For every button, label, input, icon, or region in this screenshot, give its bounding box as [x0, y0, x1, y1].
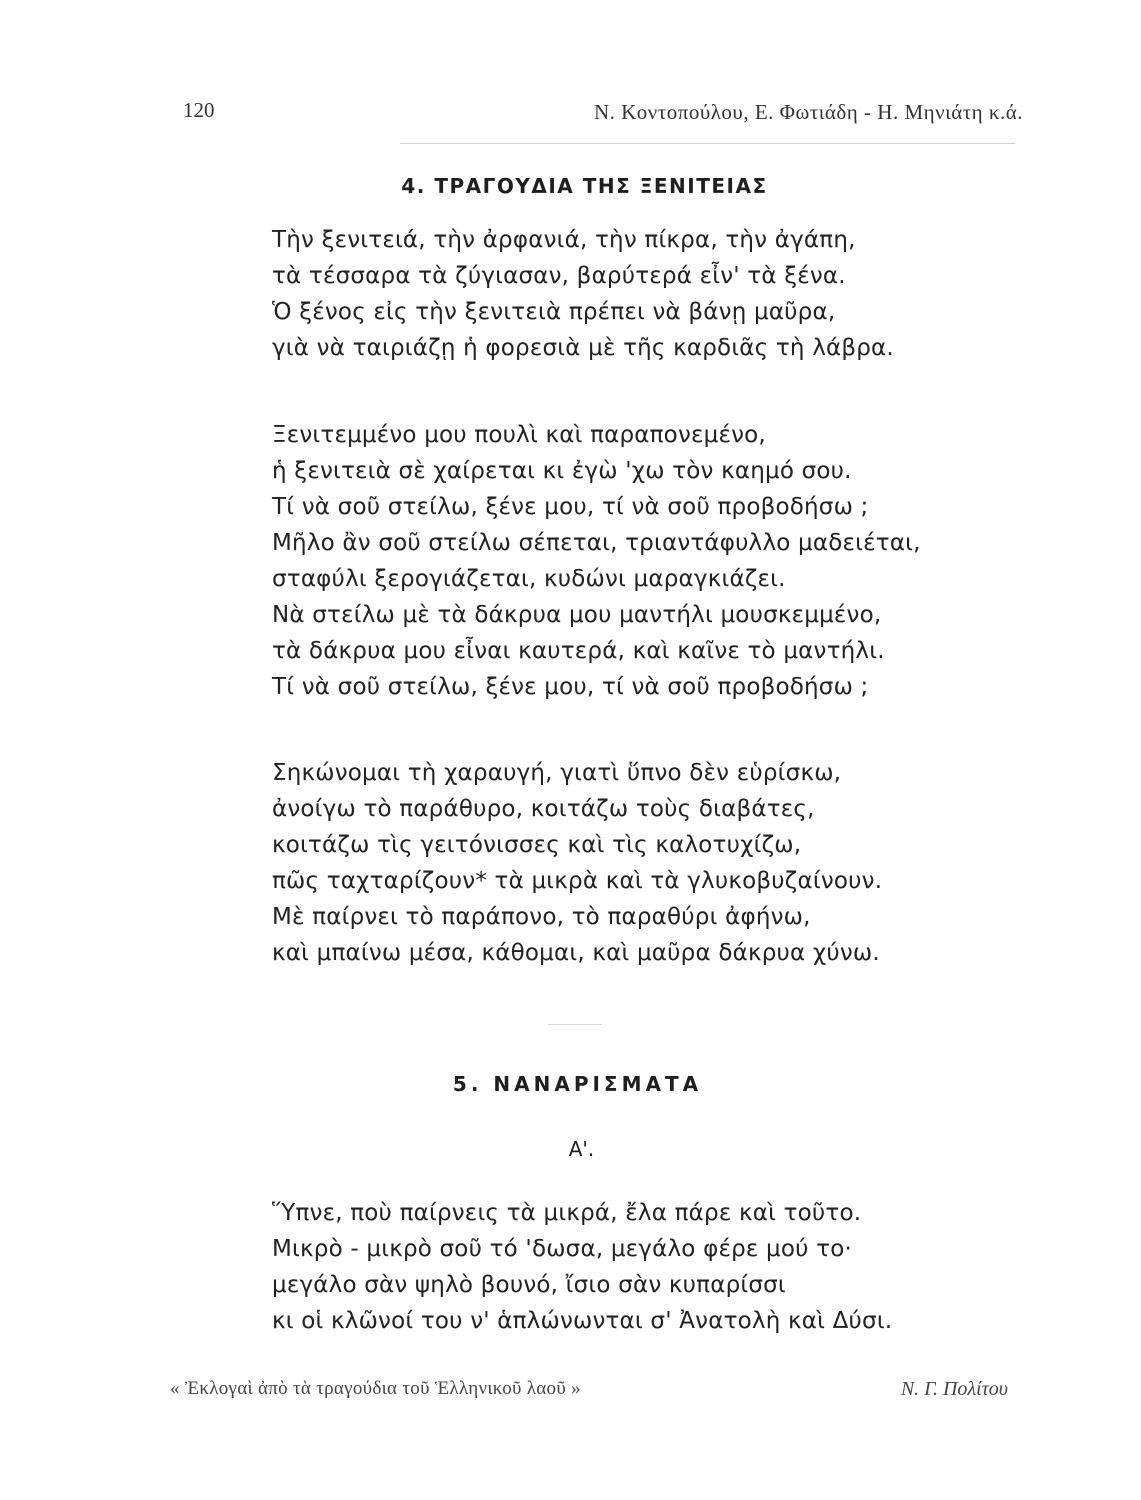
stanza [272, 222, 894, 366]
verse-line: Τί νὰ σοῦ στείλω, ξένε μου, τί νὰ σοῦ προβοδήσω ; [272, 674, 869, 700]
verse-line: σταφύλι ξερογιάζεται, κυδώνι μαραγκιάζει. [272, 566, 786, 592]
source-citation: « Ἐκλογαὶ ἀπὸ τὰ τραγούδια τοῦ Ἑλληνικοῦ λαοῦ » [170, 1378, 581, 1399]
verse-line: Ξενιτεμμένο μου πουλὶ καὶ παραπονεμένο, [272, 422, 766, 448]
subheading: Α'. [568, 1137, 595, 1161]
stanza [272, 755, 882, 971]
verse-line: Τὴν ξενιτειά, τὴν ἀρφανιά, τὴν πίκρα, τὴν ἀγάπη, [272, 227, 856, 253]
verse-line: Μῆλο ἂν σοῦ στείλω σέπεται, τριαντάφυλλο μαδειέται, [272, 530, 921, 556]
page-number: 120 [183, 98, 215, 122]
section-title-songs-of-exile: 4. ΤΡΑΓΟΥΔΙΑ ΤΗΣ ΞΕΝΙΤΕΙΑΣ [401, 174, 768, 198]
verse-line: πῶς ταχταρίζουν* τὰ μικρὰ καὶ τὰ γλυκοβυζαίνουν. [272, 868, 883, 894]
verse-line: κι οἱ κλῶνοί του ν' ἁπλώνωνται σ' Ἀνατολὴ καὶ Δύσι. [272, 1308, 893, 1334]
section-divider [548, 1024, 602, 1025]
source-author: Ν. Γ. Πολίτου [900, 1378, 1008, 1400]
verse-line: Μικρὸ - μικρὸ σοῦ τό 'δωσα, μεγάλο φέρε μού το· [272, 1236, 852, 1262]
stanza [272, 1195, 892, 1339]
header-rule [400, 143, 1015, 144]
verse-line: γιὰ νὰ ταιριάζῃ ἡ φορεσιὰ μὲ τῆς καρδιᾶς τὴ λάβρα. [272, 335, 894, 361]
verse-line: κοιτάζω τὶς γειτόνισσες καὶ τὶς καλοτυχίζω, [272, 832, 802, 858]
page-header [183, 98, 1023, 130]
verse-line: Τί νὰ σοῦ στείλω, ξένε μου, τί νὰ σοῦ προβοδήσω ; [272, 494, 869, 520]
verse-line: Ὕπνε, ποὺ παίρνεις τὰ μικρά, ἔλα πάρε καὶ τοῦτο. [272, 1200, 862, 1226]
verse-line: Ὁ ξένος εἰς τὴν ξενιτειὰ πρέπει νὰ βάνῃ μαῦρα, [272, 299, 836, 325]
verse-line: μεγάλο σὰν ψηλὸ βουνό, ἴσιο σὰν κυπαρίσσι [272, 1272, 786, 1298]
verse-line: ἀνοίγω τὸ παράθυρο, κοιτάζω τοὺς διαβάτες, [272, 796, 815, 822]
verse-line: ἡ ξενιτειὰ σὲ χαίρεται κι ἐγὼ 'χω τὸν καημό σου. [272, 458, 852, 484]
source-footer [170, 1378, 1008, 1408]
verse-line: Νὰ στείλω μὲ τὰ δάκρυα μου μαντήλι μουσκεμμένο, [272, 602, 882, 628]
verse-line: τὰ δάκρυα μου εἶναι καυτερά, καὶ καῖνε τὸ μαντήλι. [272, 638, 885, 664]
verse-line: Σηκώνομαι τὴ χαραυγή, γιατὶ ὕπνο δὲν εὑρίσκω, [272, 760, 842, 786]
verse-line: Μὲ παίρνει τὸ παράπονο, τὸ παραθύρι ἀφήνω, [272, 904, 811, 930]
running-head: Ν. Κοντοπούλου, Ε. Φωτιάδη - Η. Μηνιάτη κ.ά. [593, 100, 1023, 124]
verse-line: καὶ μπαίνω μέσα, κάθομαι, καὶ μαῦρα δάκρυα χύνω. [272, 940, 880, 966]
section-title-lullabies: 5. ΝΑΝΑΡΙΣΜΑΤΑ [452, 1072, 703, 1096]
verse-line: τὰ τέσσαρα τὰ ζύγιασαν, βαρύτερά εἶν' τὰ ξένα. [272, 263, 846, 289]
stanza [272, 417, 921, 705]
